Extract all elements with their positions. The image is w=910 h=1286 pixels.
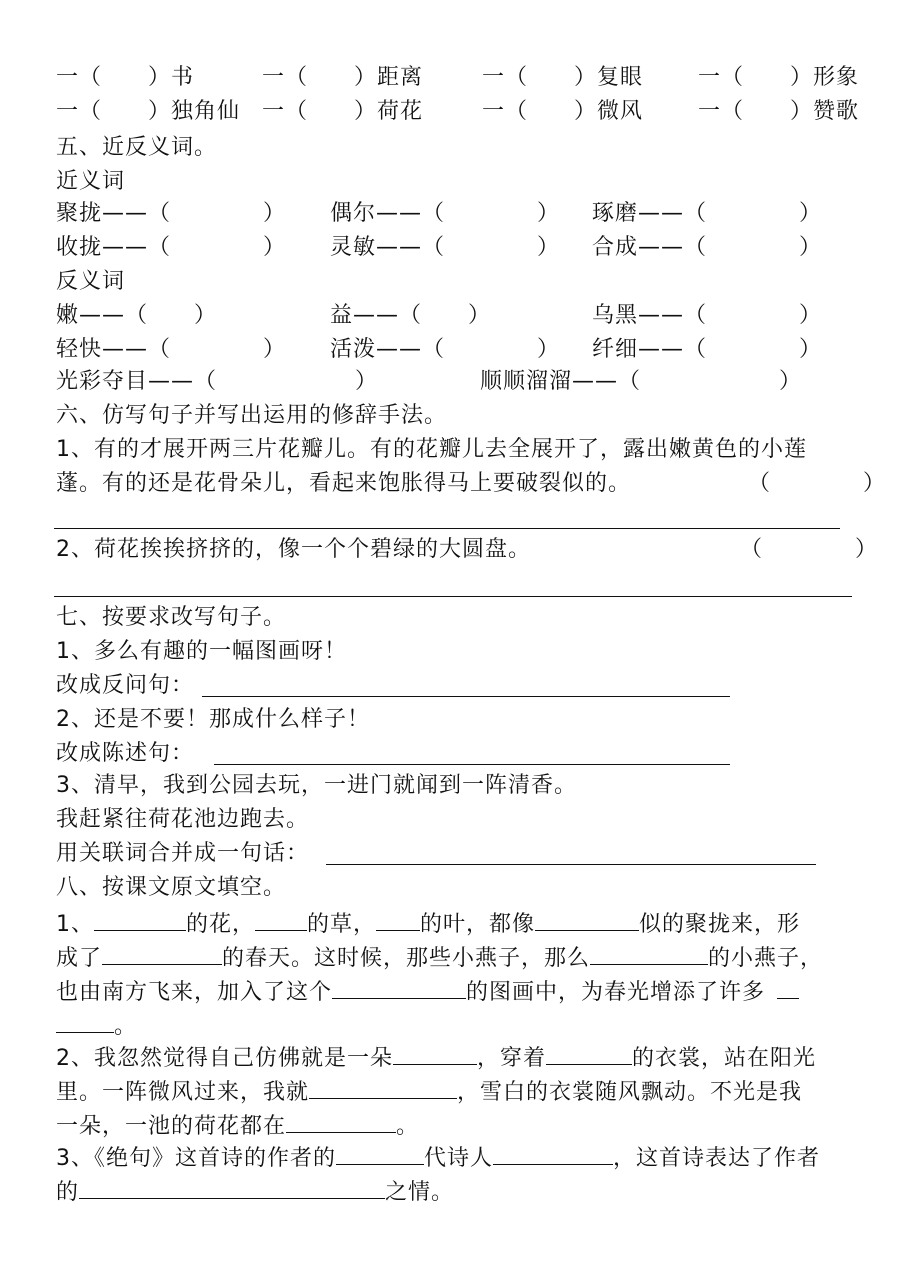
- s8-text: ，雪白的衣裳随风飘动。不光是我: [457, 1080, 803, 1105]
- s8-text: 。: [396, 1114, 420, 1139]
- s8-q1-line1: [56, 906, 856, 941]
- s6-q1-line2: 蓬。有的还是花骨朵儿，看起来饱胀得马上要破裂似的。: [56, 471, 632, 496]
- s8-text: 3、《绝句》这首诗的作者的: [56, 1146, 336, 1171]
- s8-q1-line4: [56, 1008, 856, 1043]
- s8-text: 的小燕子，: [708, 946, 824, 971]
- s8-text: 的花，: [186, 912, 256, 937]
- s7-q3-line1: 3、清早，我到公园去玩，一进门就闻到一阵清香。: [56, 773, 577, 798]
- fill-blank[interactable]: [79, 1174, 385, 1199]
- s8-q1-line2: [56, 940, 856, 975]
- measure-word-2: 一（ ）距离: [262, 65, 424, 90]
- measure-word-3: 一（ ）复眼: [482, 65, 644, 90]
- answer-line[interactable]: [214, 764, 730, 765]
- s8-text: 成了: [56, 946, 103, 971]
- fill-blank[interactable]: [102, 940, 222, 965]
- s8-q2-line2: [56, 1074, 856, 1109]
- section-7-title: 七、按要求改写句子。: [56, 605, 287, 630]
- s8-text: 的图画中，为春光增添了许多: [466, 980, 766, 1005]
- synonym-item: 灵敏——（ ）: [330, 235, 561, 260]
- synonym-item: 合成——（ ）: [592, 235, 823, 260]
- answer-line[interactable]: [54, 596, 852, 597]
- fill-blank[interactable]: [56, 1008, 114, 1033]
- section-5-title: 五、近反义词。: [56, 135, 218, 160]
- s8-text: 里。一阵微风过来，我就: [56, 1080, 310, 1105]
- fill-blank[interactable]: [376, 906, 420, 931]
- antonym-item: 纤细——（ ）: [592, 337, 823, 362]
- s8-text: 的: [56, 1180, 80, 1205]
- synonym-item: 聚拢——（ ）: [56, 201, 287, 226]
- fill-blank[interactable]: [255, 906, 307, 931]
- s7-q1: 1、多么有趣的一幅图画呀！: [56, 639, 347, 664]
- s8-text: 也由南方飞来，加入了这个: [56, 980, 333, 1005]
- synonym-item: 收拢——（ ）: [56, 235, 287, 260]
- fill-blank[interactable]: [309, 1074, 457, 1099]
- s8-text: 似的聚拢来，形: [639, 912, 801, 937]
- synonyms-label: 近义词: [56, 169, 126, 194]
- measure-word-8: 一（ ）赞歌: [698, 99, 860, 124]
- s8-q3-line1: [56, 1140, 856, 1175]
- s8-text: 之情。: [385, 1180, 455, 1205]
- antonym-item: 乌黑——（ ）: [592, 303, 823, 328]
- fill-blank[interactable]: [286, 1108, 396, 1133]
- synonym-item: 琢磨——（ ）: [592, 201, 823, 226]
- s8-text: 的叶，都像: [420, 912, 536, 937]
- answer-line[interactable]: [326, 864, 816, 865]
- s8-q3-line2: [56, 1174, 856, 1209]
- s8-text: 。: [114, 1014, 138, 1039]
- fill-blank[interactable]: [336, 1140, 424, 1165]
- s6-q2: 2、荷花挨挨挤挤的，像一个个碧绿的大圆盘。: [56, 537, 531, 562]
- fill-blank[interactable]: [393, 1040, 477, 1065]
- measure-word-6: 一（ ）荷花: [262, 99, 424, 124]
- fill-blank[interactable]: [493, 1140, 613, 1165]
- fill-blank[interactable]: [590, 940, 708, 965]
- antonym-item: 益——（ ）: [330, 303, 492, 328]
- antonym-item: 光彩夺目——（ ）: [56, 369, 379, 394]
- fill-blank[interactable]: [546, 1040, 632, 1065]
- synonym-item: 偶尔——（ ）: [330, 201, 561, 226]
- s7-q3-prompt: 用关联词合并成一句话：: [56, 841, 310, 866]
- fill-blank[interactable]: [535, 906, 639, 931]
- antonym-item: 轻快——（ ）: [56, 337, 287, 362]
- antonyms-label: 反义词: [56, 269, 126, 294]
- s7-q3-line2: 我赶紧往荷花池边跑去。: [56, 807, 310, 832]
- s7-q2-prompt: 改成陈述句：: [56, 741, 195, 766]
- s6-q2-paren: （ ）: [740, 537, 879, 562]
- s8-text: 的衣裳，站在阳光: [632, 1046, 817, 1071]
- answer-line[interactable]: [54, 528, 840, 529]
- s7-q2: 2、还是不要！那成什么样子！: [56, 707, 370, 732]
- s6-q1-paren: （ ）: [748, 471, 887, 496]
- s8-text: ，这首诗表达了作者: [613, 1146, 821, 1171]
- s8-q1-line3: [56, 974, 856, 1009]
- antonym-item: 活泼——（ ）: [330, 337, 561, 362]
- s8-q2-line1: [56, 1040, 856, 1075]
- s8-text: 2、我忽然觉得自己仿佛就是一朵: [56, 1046, 393, 1071]
- measure-word-5: 一（ ）独角仙: [56, 99, 241, 124]
- section-8-title: 八、按课文原文填空。: [56, 875, 287, 900]
- measure-word-1: 一（ ）书: [56, 65, 195, 90]
- s8-q2-line3: [56, 1108, 856, 1143]
- measure-word-7: 一（ ）微风: [482, 99, 644, 124]
- s8-text: 的草，: [307, 912, 377, 937]
- antonym-item: 嫩——（ ）: [56, 303, 218, 328]
- s8-text: ，穿着: [477, 1046, 547, 1071]
- s8-text: 代诗人: [424, 1146, 494, 1171]
- measure-word-4: 一（ ）形象: [698, 65, 860, 90]
- s8-text: 的春天。这时候，那些小燕子，那么: [222, 946, 591, 971]
- antonym-item: 顺顺溜溜——（ ）: [480, 369, 803, 394]
- section-6-title: 六、仿写句子并写出运用的修辞手法。: [56, 403, 448, 428]
- fill-blank[interactable]: [94, 906, 186, 931]
- fill-blank[interactable]: [332, 974, 466, 999]
- answer-line[interactable]: [202, 696, 730, 697]
- s8-text: 1、: [56, 912, 94, 937]
- s6-q1-line1: 1、有的才展开两三片花瓣儿。有的花瓣儿去全展开了，露出嫩黄色的小莲: [56, 437, 807, 462]
- s7-q1-prompt: 改成反问句：: [56, 673, 195, 698]
- s8-text: 一朵，一池的荷花都在: [56, 1114, 287, 1139]
- fill-blank[interactable]: [777, 974, 799, 999]
